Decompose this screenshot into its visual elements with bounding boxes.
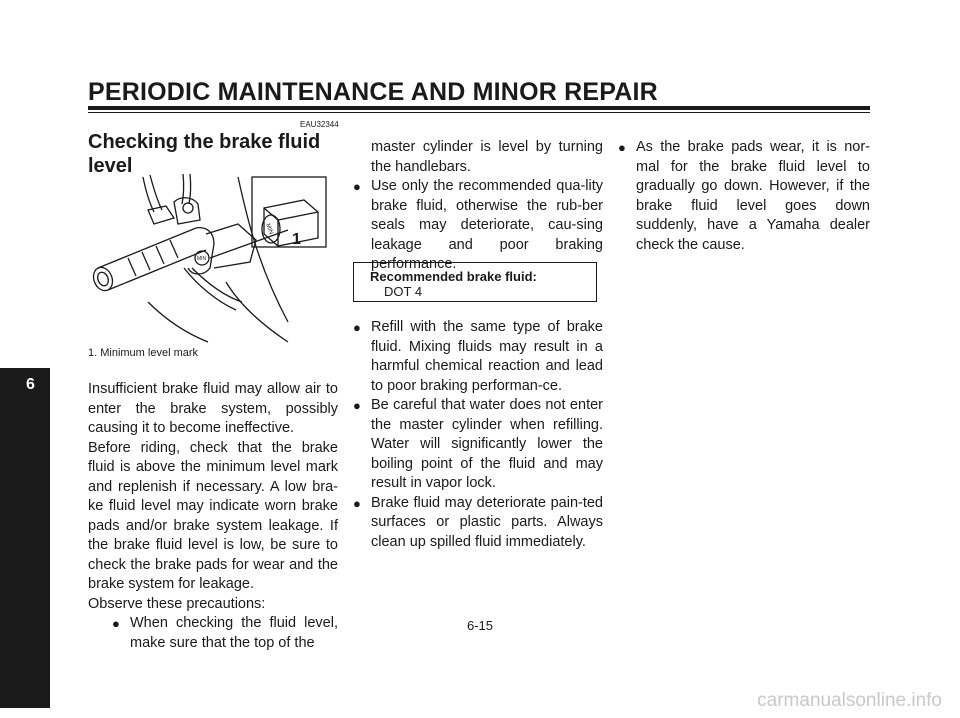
brake-reservoir-illustration [88, 172, 338, 344]
bullet-text: Refill with the same type of brake fluid. Mixing fluids may result in a harmful chemical reaction and lead to poor braking performan-ce. [371, 319, 603, 394]
text-column-1 [88, 380, 338, 653]
bullet-item [353, 494, 603, 553]
text-column-2 [353, 138, 603, 275]
callout-number: 1 [292, 231, 301, 248]
section-title: Checking the brake fluid level [88, 131, 321, 177]
chapter-tab-number: 6 [26, 376, 35, 393]
header-rule-thin [88, 112, 870, 113]
bullet-item [353, 177, 603, 275]
watermark: carmanualsonline.info [757, 690, 942, 711]
bullet-item [618, 138, 870, 255]
bullet-text: master cylinder is level by turning the handlebars. [371, 139, 603, 175]
bullet-item [353, 318, 603, 396]
bullet-text: Be careful that water does not enter the master cylinder when refilling. Water will significantly lower the boiling point of the fluid and may result in vapor lock. [371, 397, 603, 491]
text-column-3 [618, 138, 870, 255]
recommended-fluid-value: DOT 4 [384, 284, 423, 299]
paragraph: Observe these precautions: [88, 595, 266, 612]
bullet-icon: ● [353, 320, 361, 335]
recommended-fluid-label: Recommended brake fluid: [370, 269, 537, 284]
page-number: 6-15 [466, 618, 494, 633]
section-code: EAU32344 [300, 120, 339, 129]
page-header: PERIODIC MAINTENANCE AND MINOR REPAIR [88, 78, 658, 106]
recommended-fluid-box [353, 262, 597, 302]
bullet-item [353, 396, 603, 494]
bullet-icon: ● [112, 616, 120, 631]
bullet-icon: ● [618, 140, 626, 155]
paragraph: Insufficient brake fluid may allow air to enter the brake system, possibly causing it to become ineffective. [88, 381, 338, 436]
min-badge-text: MIN [197, 256, 207, 262]
bullet-icon: ● [353, 398, 361, 413]
bullet-icon: ● [353, 495, 361, 511]
bullet-text: As the brake pads wear, it is nor-mal for the brake fluid level to gradually go down. However, if the brake fluid level goes down suddenly, have a Yamaha dealer check the cause. [636, 139, 870, 253]
chapter-tab [0, 368, 50, 708]
bullet-icon: ● [353, 179, 361, 194]
text-column-2-lower [353, 318, 603, 552]
paragraph: Before riding, check that the brake fluid is above the minimum level mark and replenish if necessary. A low bra-ke fluid level may indicate worn brake pads and/or brake system leakage. If the brake fluid level is low, be sure to check the brake pads for wear and the brake system for leakage. [88, 439, 338, 592]
header-rule-thick [88, 106, 870, 110]
inset-min-text: MIN [264, 223, 274, 236]
bullet-continuation [353, 138, 603, 177]
bullet-text: Brake fluid may deteriorate pain-ted surfaces or plastic parts. Always clean up spilled fluid immediately. [371, 494, 603, 550]
figure-caption: 1. Minimum level mark [88, 347, 199, 359]
bullet-text: Use only the recommended qua-lity brake fluid, otherwise the rub-ber seals may deteriorate, cau-sing leakage and poor braking performance. [371, 178, 603, 272]
bullet-text: When checking the fluid level, make sure that the top of the [130, 615, 338, 651]
